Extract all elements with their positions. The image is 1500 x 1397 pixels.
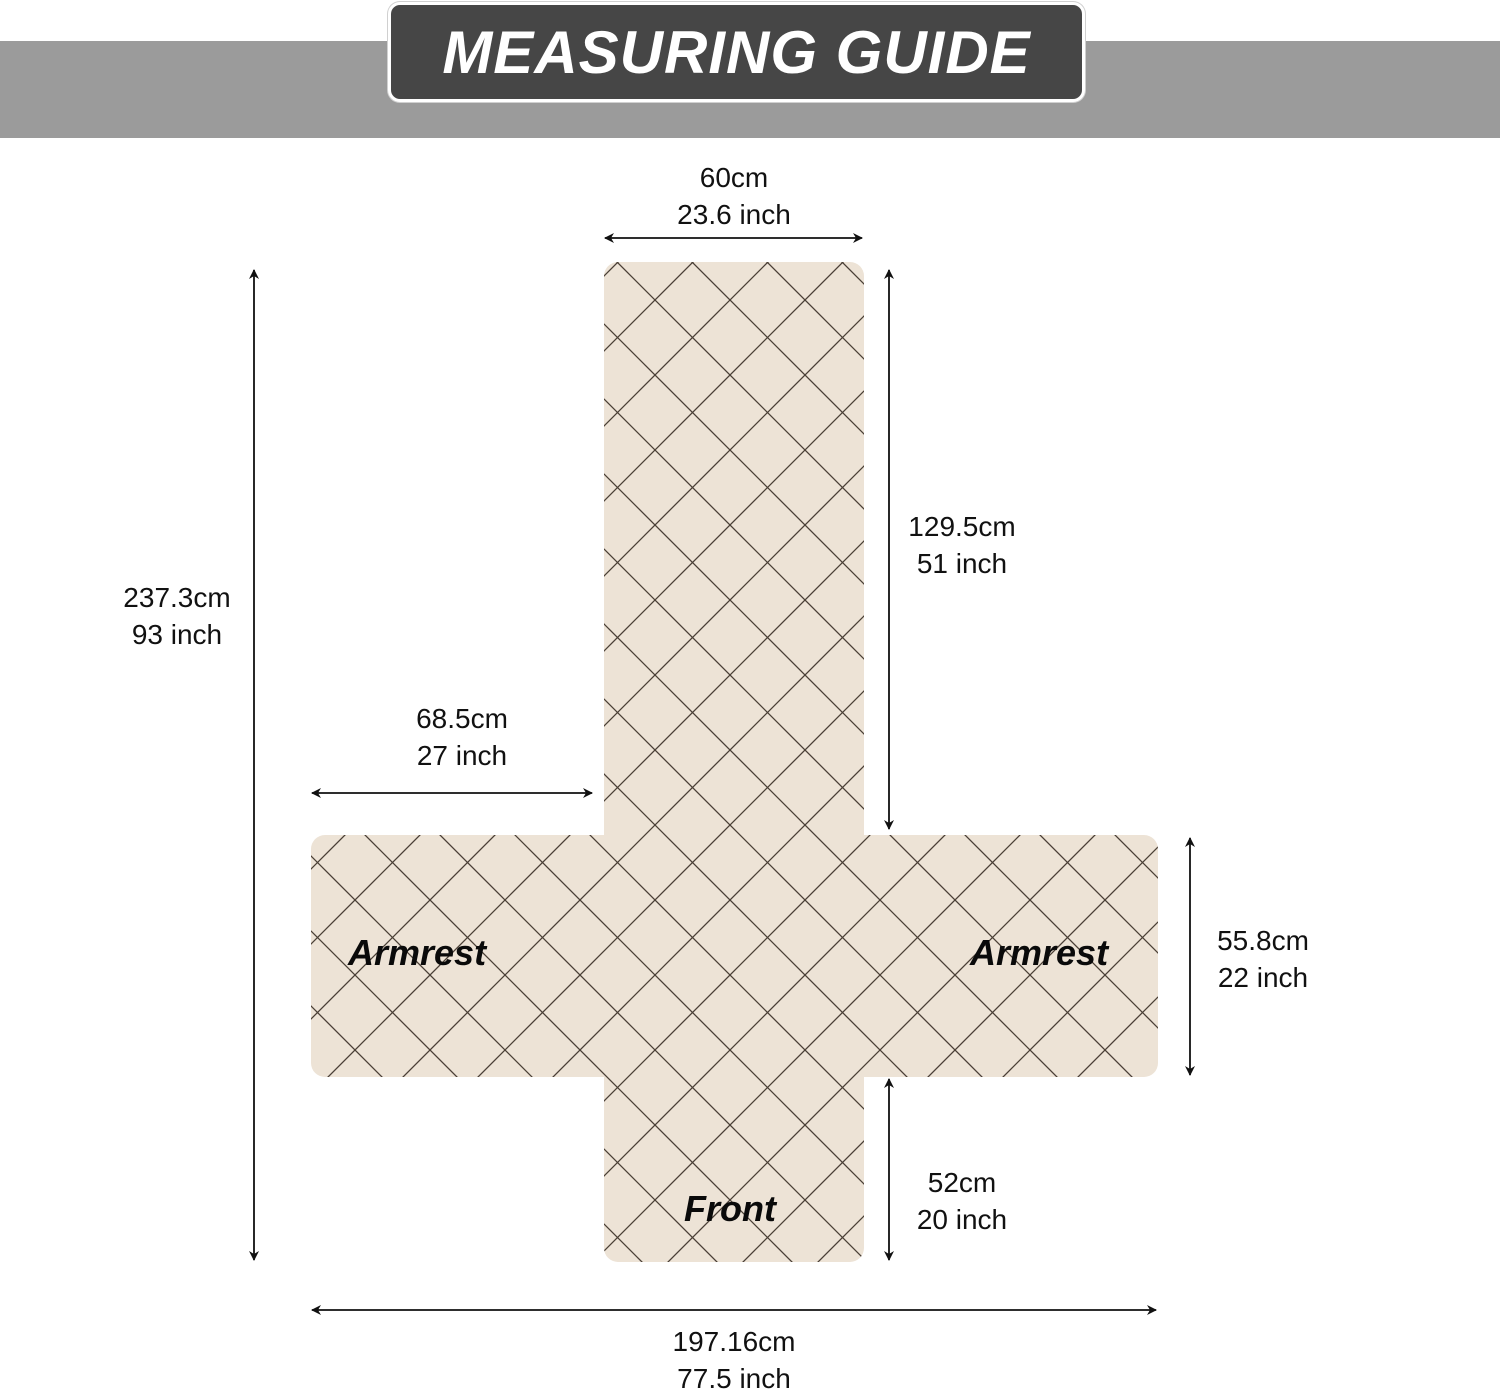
dim-back-height xyxy=(862,508,1062,582)
dim-armrest-height-cm: 55.8cm xyxy=(1217,925,1309,956)
page-title: MEASURING GUIDE xyxy=(442,18,1031,86)
quilt-line xyxy=(0,240,295,1290)
dim-back-height-inch: 51 inch xyxy=(916,548,1008,579)
quilt-line xyxy=(0,240,145,1290)
quilt-line xyxy=(0,240,340,1290)
quilt-line xyxy=(940,240,1500,1290)
quilt-line xyxy=(1495,240,1500,1290)
quilt-line xyxy=(1120,240,1500,1290)
quilt-line xyxy=(1090,240,1500,1290)
quilt-line xyxy=(0,240,370,1290)
quilt-line xyxy=(865,240,1500,1290)
quilt-line xyxy=(0,240,265,1290)
quilt-line xyxy=(40,240,1090,1290)
dim-front-height xyxy=(862,1164,1062,1238)
quilt-line xyxy=(0,240,415,1290)
quilt-line xyxy=(0,240,190,1290)
dim-back-width-inch: 23.6 inch xyxy=(677,199,791,230)
dim-back-width xyxy=(634,159,834,233)
quilt-line xyxy=(895,240,1500,1290)
quilt-line xyxy=(1345,240,1500,1290)
quilt-line xyxy=(790,240,1500,1290)
dim-armrest-length xyxy=(362,700,562,774)
quilt-line xyxy=(415,240,1465,1290)
quilt-line xyxy=(0,240,670,1290)
dim-back-height-cm: 129.5cm xyxy=(908,511,1016,542)
front-label: Front xyxy=(684,1188,776,1229)
dim-armrest-length-inch: 27 inch xyxy=(416,740,508,771)
quilt-line xyxy=(1420,240,1500,1290)
quilt-line xyxy=(970,240,1500,1290)
dim-front-height-cm: 52cm xyxy=(927,1167,997,1198)
quilt-line xyxy=(1015,240,1500,1290)
dim-total-height xyxy=(77,579,277,653)
dim-armrest-height xyxy=(1163,922,1363,996)
quilt-line xyxy=(1045,240,1500,1290)
quilt-line xyxy=(70,240,1120,1290)
quilt-line xyxy=(0,240,115,1290)
quilt-line xyxy=(445,240,1495,1290)
quilt-line xyxy=(1195,240,1500,1290)
dim-back-width-cm: 60cm xyxy=(699,162,769,193)
dim-armrest-length-cm: 68.5cm xyxy=(416,703,508,734)
armrest-left-label: Armrest xyxy=(348,932,487,973)
dim-total-height-cm: 237.3cm xyxy=(123,582,231,613)
quilt-line xyxy=(0,240,40,1290)
armrest-right-label: Armrest xyxy=(970,932,1109,973)
dim-total-width-inch: 77.5 inch xyxy=(677,1363,791,1394)
dim-front-height-inch: 20 inch xyxy=(916,1204,1008,1235)
quilt-line xyxy=(0,240,220,1290)
dim-armrest-height-inch: 22 inch xyxy=(1217,962,1309,993)
dim-total-width xyxy=(634,1323,834,1397)
dim-total-width-cm: 197.16cm xyxy=(672,1326,796,1357)
dim-total-height-inch: 93 inch xyxy=(131,619,223,650)
quilt-line xyxy=(1270,240,1500,1290)
quilt-line xyxy=(0,240,70,1290)
quilt-line xyxy=(820,240,1500,1290)
